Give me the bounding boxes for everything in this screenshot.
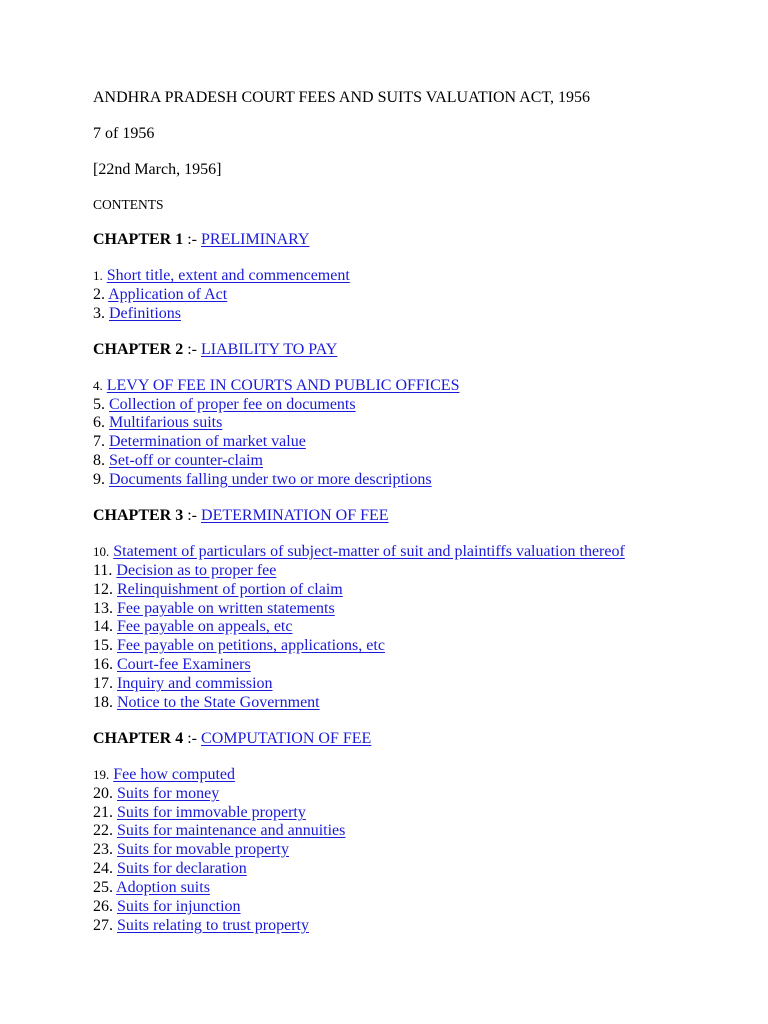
toc-item — [93, 765, 235, 784]
toc-item-link[interactable]: Suits relating to trust property — [117, 917, 309, 934]
toc-item — [93, 285, 227, 304]
toc-item — [93, 470, 432, 489]
item-number: 12. — [93, 581, 113, 598]
toc-item — [93, 897, 241, 916]
chapter-3-title-link[interactable]: DETERMINATION OF FEE — [201, 507, 389, 524]
toc-item-link[interactable]: Fee payable on appeals, etc — [117, 618, 293, 635]
chapter-label: CHAPTER 1 — [93, 231, 184, 248]
toc-item — [93, 840, 289, 859]
toc-item-link[interactable]: Fee how computed — [113, 766, 235, 783]
item-number: 6. — [93, 414, 105, 431]
toc-item-link[interactable]: Statement of particulars of subject-matter of suit and plaintiffs valuation thereof — [113, 543, 625, 560]
chapter-label: CHAPTER 3 — [93, 507, 184, 524]
item-number: 26. — [93, 898, 113, 915]
toc-item-link[interactable]: Collection of proper fee on documents — [109, 396, 356, 413]
item-number: 11. — [93, 562, 113, 579]
chapter-separator: :- — [187, 730, 198, 747]
chapter-3-heading — [93, 506, 389, 525]
toc-item-link[interactable]: Relinquishment of portion of claim — [117, 581, 343, 598]
toc-item-link[interactable]: Notice to the State Government — [117, 694, 320, 711]
toc-item-link[interactable]: LEVY OF FEE IN COURTS AND PUBLIC OFFICES — [106, 377, 460, 394]
toc-item — [93, 784, 219, 803]
contents-heading: CONTENTS — [93, 197, 164, 212]
item-number: 19. — [93, 767, 110, 782]
act-date: [22nd March, 1956] — [93, 161, 222, 178]
toc-item-link[interactable]: Short title, extent and commencement — [106, 267, 350, 284]
toc-item — [93, 655, 251, 674]
item-number: 13. — [93, 600, 113, 617]
toc-item-link[interactable]: Fee payable on written statements — [117, 600, 335, 617]
toc-item-link[interactable]: Documents falling under two or more descriptions — [109, 471, 432, 488]
toc-item — [93, 821, 345, 840]
toc-item-link[interactable]: Suits for declaration — [117, 860, 247, 877]
item-number: 20. — [93, 785, 113, 802]
toc-item-link[interactable]: Suits for money — [117, 785, 220, 802]
chapter-4-title-link[interactable]: COMPUTATION OF FEE — [201, 730, 372, 747]
item-number: 18. — [93, 694, 113, 711]
item-number: 4. — [93, 378, 103, 393]
toc-item — [93, 451, 263, 470]
toc-item-link[interactable]: Suits for immovable property — [117, 804, 306, 821]
toc-item — [93, 636, 385, 655]
item-number: 17. — [93, 675, 113, 692]
toc-item — [93, 395, 356, 414]
toc-item — [93, 674, 273, 693]
item-number: 1. — [93, 268, 103, 283]
item-number: 21. — [93, 804, 113, 821]
toc-item — [93, 803, 306, 822]
toc-item — [93, 266, 350, 285]
toc-item-link[interactable]: Multifarious suits — [109, 414, 223, 431]
toc-item — [93, 878, 210, 897]
item-number: 24. — [93, 860, 113, 877]
toc-item — [93, 599, 335, 618]
chapter-label: CHAPTER 2 — [93, 341, 184, 358]
item-number: 27. — [93, 917, 113, 934]
item-number: 10. — [93, 544, 110, 559]
item-number: 9. — [93, 471, 105, 488]
toc-item — [93, 916, 309, 935]
toc-item-link[interactable]: Suits for movable property — [117, 841, 289, 858]
item-number: 14. — [93, 618, 113, 635]
toc-item — [93, 561, 276, 580]
toc-item — [93, 376, 459, 395]
toc-item-link[interactable]: Application of Act — [108, 286, 228, 303]
toc-item — [93, 413, 222, 432]
toc-item-link[interactable]: Suits for injunction — [117, 898, 241, 915]
toc-item — [93, 693, 320, 712]
chapter-1-heading — [93, 230, 309, 249]
toc-item — [93, 580, 343, 599]
toc-item-link[interactable]: Inquiry and commission — [117, 675, 273, 692]
toc-item — [93, 542, 625, 561]
chapter-separator: :- — [187, 507, 198, 524]
item-number: 25. — [93, 879, 113, 896]
toc-item — [93, 859, 247, 878]
chapter-2-heading — [93, 340, 337, 359]
toc-item-link[interactable]: Adoption suits — [116, 879, 210, 896]
chapter-2-title-link[interactable]: LIABILITY TO PAY — [201, 341, 338, 358]
item-number: 3. — [93, 305, 105, 322]
item-number: 16. — [93, 656, 113, 673]
chapter-4-heading — [93, 729, 371, 748]
chapter-separator: :- — [187, 231, 198, 248]
item-number: 23. — [93, 841, 113, 858]
toc-item-link[interactable]: Court-fee Examiners — [117, 656, 251, 673]
toc-item-link[interactable]: Suits for maintenance and annuities — [117, 822, 346, 839]
act-number: 7 of 1956 — [93, 125, 155, 142]
toc-item — [93, 617, 292, 636]
toc-item-link[interactable]: Definitions — [109, 305, 181, 322]
chapter-1-title-link[interactable]: PRELIMINARY — [201, 231, 310, 248]
item-number: 2. — [93, 286, 105, 303]
item-number: 5. — [93, 396, 105, 413]
item-number: 7. — [93, 433, 105, 450]
toc-item-link[interactable]: Fee payable on petitions, applications, etc — [117, 637, 385, 654]
toc-item-link[interactable]: Set-off or counter-claim — [109, 452, 263, 469]
toc-item-link[interactable]: Determination of market value — [109, 433, 306, 450]
item-number: 22. — [93, 822, 113, 839]
item-number: 15. — [93, 637, 113, 654]
act-title: ANDHRA PRADESH COURT FEES AND SUITS VALUATION ACT, 1956 — [93, 89, 591, 106]
toc-item — [93, 432, 306, 451]
item-number: 8. — [93, 452, 105, 469]
toc-item — [93, 304, 181, 323]
chapter-label: CHAPTER 4 — [93, 730, 184, 747]
chapter-separator: :- — [187, 341, 198, 358]
toc-item-link[interactable]: Decision as to proper fee — [116, 562, 277, 579]
